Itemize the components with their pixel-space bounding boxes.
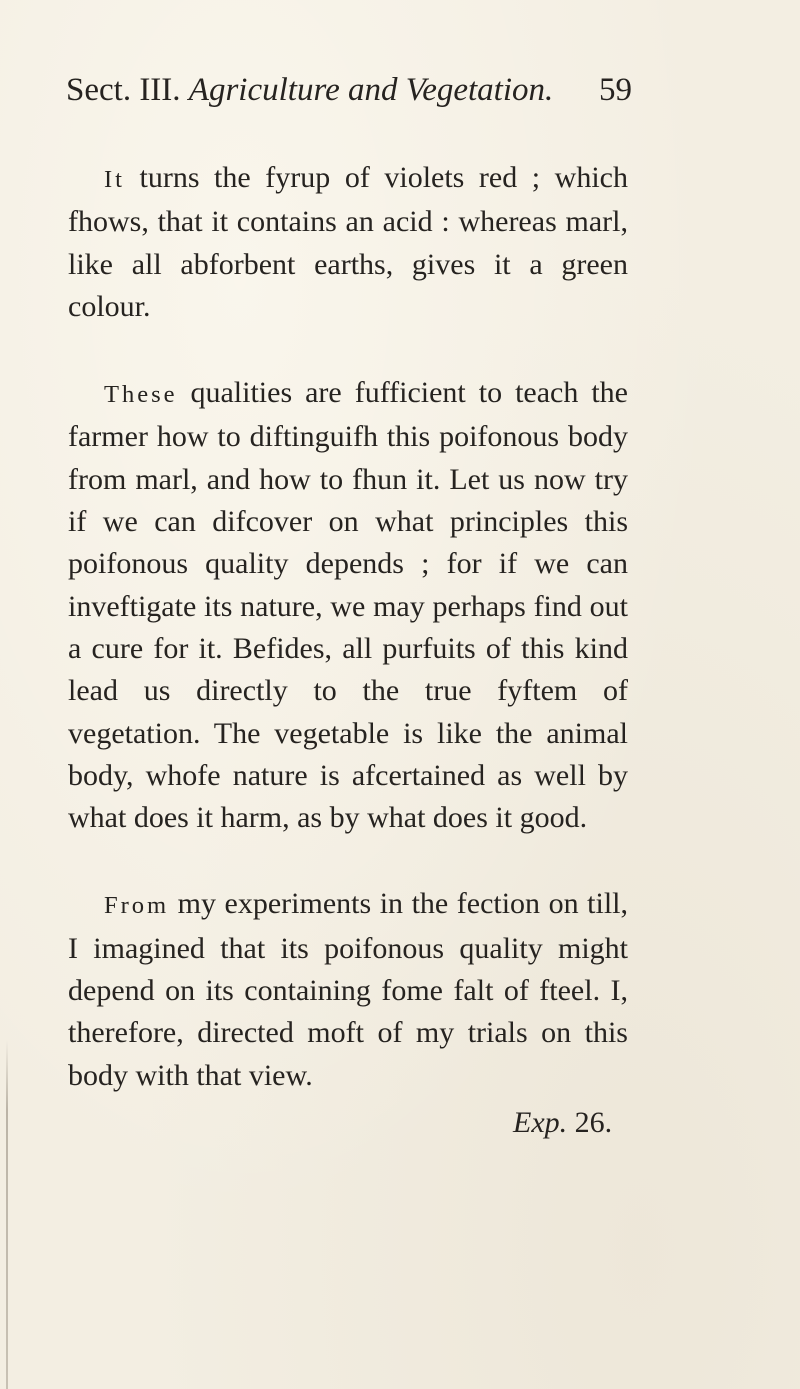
paragraph-text: qualities are fufficient to teach the farmer how to diftinguifh this poifonous body from marl, and how to fhun it. Let us now try if we can difcover on what principles this poifonous quality depends ; for if we can inveftigate its nature, we may perhaps find out a cure for it. Befides, all purfuits of this kind lead us directly to the true fyftem of vegetation. The vegetable is like the animal body, whofe nature is afcertained as well by what does it harm, as by what does it good. bbox=[68, 376, 628, 835]
page-number: 59 bbox=[599, 72, 632, 108]
paragraph-1 bbox=[68, 157, 628, 328]
body-text bbox=[68, 157, 628, 1097]
running-title bbox=[66, 68, 553, 112]
chapter-title: Agriculture and Vegetation. bbox=[188, 72, 554, 108]
paragraph-lead: It bbox=[104, 166, 125, 193]
paragraph-text: turns the fyrup of violets red ; which fhows, that it contains an acid : whereas marl, like all abforbent earths, gives it a green colour. bbox=[68, 161, 628, 323]
paragraph-lead: From bbox=[104, 892, 170, 920]
paragraph-lead: These bbox=[104, 381, 178, 409]
paragraph-text: my experiments in the fection on till, I imagined that its poifonous quality might depend on its containing fome falt of fteel. I, therefore, directed moft of my trials on this body with that view. bbox=[68, 887, 628, 1092]
paragraph-3 bbox=[68, 883, 628, 1096]
section-label: Sect. III. bbox=[66, 72, 181, 108]
catchword-abbrev: Exp. bbox=[513, 1106, 568, 1139]
running-header bbox=[66, 68, 632, 112]
catchword-number: 26. bbox=[574, 1106, 613, 1139]
gutter-shadow bbox=[6, 1040, 8, 1389]
catchword bbox=[513, 1102, 612, 1144]
paragraph-2 bbox=[68, 372, 628, 839]
